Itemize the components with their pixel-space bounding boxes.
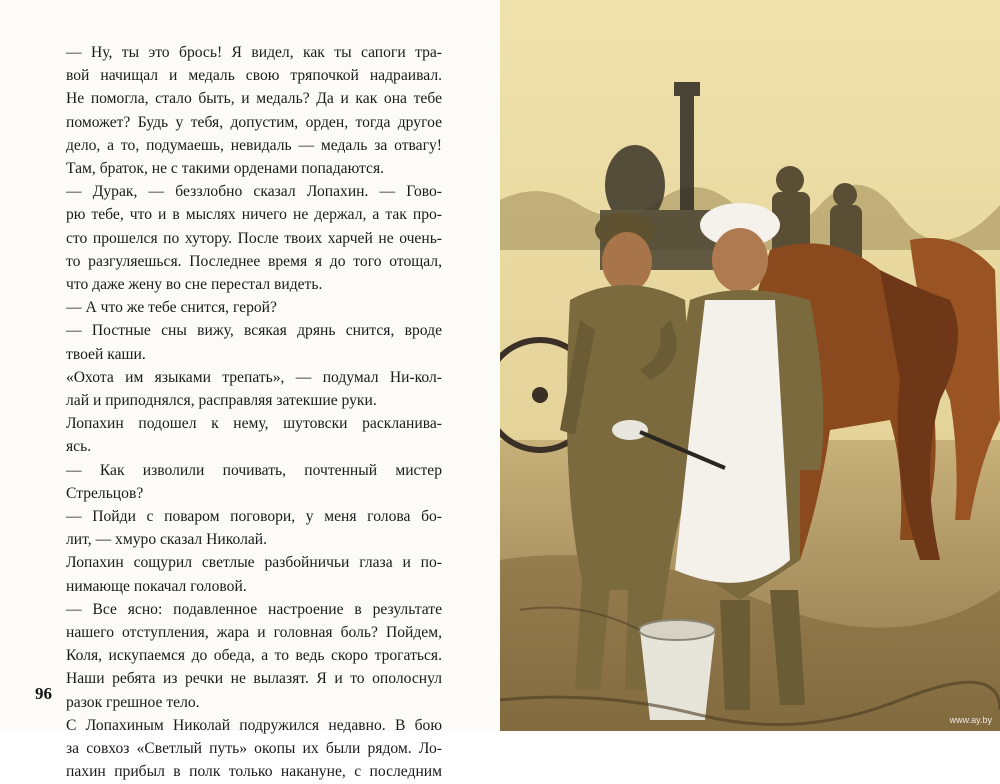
page-number: 96 — [35, 684, 52, 703]
text-line: — А что же тебе снится, герой? — [66, 299, 277, 317]
text-page — [0, 0, 500, 781]
text-line: — Как изволили почивать, почтенный мистер — [66, 461, 442, 479]
illustration-page — [500, 0, 1000, 731]
text-line: сто прошелся по хутору. После твоих харчей не очень- — [66, 229, 442, 247]
text-line: «Охота им языками трепать», — подумал Ни-кол- — [66, 368, 442, 386]
text-line: — Пойди с поваром поговори, у меня голова бо- — [66, 508, 442, 526]
text-line: Лопахин подошел к нему, шутовски раскланива- — [66, 415, 442, 433]
text-line: Стрельцов? — [66, 484, 144, 502]
text-line: — Все ясно: подавленное настроение в результате — [66, 600, 442, 618]
text-line: твоей каши. — [66, 345, 146, 363]
text-line: вой начищал и медаль свою тряпочкой надраивал. — [66, 67, 442, 85]
text-line: поможет? Будь у тебя, допустим, орден, тогда другое — [66, 113, 442, 131]
text-line: лай и приподнялся, расправляя затекшие руки. — [66, 392, 377, 410]
watermark: www.ay.by — [949, 715, 992, 725]
text-line: Там, браток, не с такими орденами попадаются. — [66, 160, 385, 178]
text-block — [66, 41, 442, 784]
illustration — [500, 0, 1000, 731]
text-line: дело, а то, подумаешь, невидаль — медаль за отвагу! — [66, 136, 442, 154]
text-line: пахин прибыл в полк только накануне, с последним — [66, 763, 442, 781]
text-line: — Постные сны вижу, всякая дрянь снится, вроде — [66, 322, 442, 340]
text-line: ясь. — [66, 438, 92, 456]
text-line: разок грешное тело. — [66, 693, 200, 711]
text-line: — Дурак, — беззлобно сказал Лопахин. — Гово- — [66, 183, 442, 201]
text-line: лит, — хмуро сказал Николай. — [66, 531, 268, 549]
text-line: нашего отступления, жара и головная боль? Пойдем, — [66, 624, 442, 642]
text-line: Лопахин сощурил светлые разбойничьи глаза и по- — [66, 554, 442, 572]
text-line: Не помогла, стало быть, и медаль? Да и как она тебе — [66, 90, 442, 108]
text-line: нимающе покачал головой. — [66, 577, 247, 595]
text-line: Наши ребята из речки не вылазят. Я и то ополоснул — [66, 670, 442, 688]
text-line: что даже жену во сне перестал видеть. — [66, 276, 323, 294]
text-line: С Лопахиным Николай подружился недавно. В бою — [66, 716, 442, 734]
text-line: Коля, искупаемся до обеда, а то ведь скоро трогаться. — [66, 647, 442, 665]
text-line: за совхоз «Светлый путь» окопы их были рядом. Ло- — [66, 740, 442, 758]
text-line: то разгуляешься. Последнее время я до того отощал, — [66, 252, 442, 270]
text-line: — Ну, ты это брось! Я видел, как ты сапоги тра- — [66, 44, 442, 61]
text-line: рю тебе, что и в мыслях ничего не держал, а так про- — [66, 206, 442, 224]
